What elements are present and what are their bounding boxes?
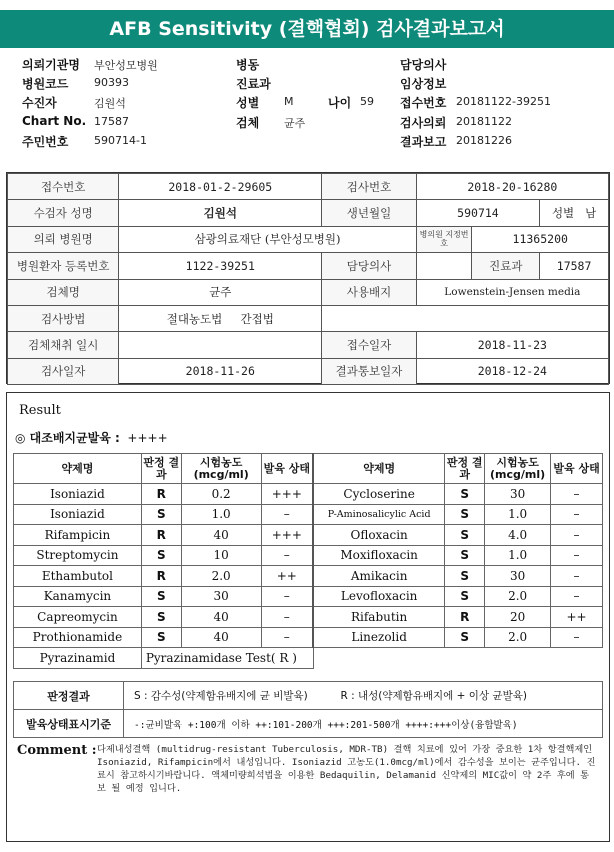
judge-result: R bbox=[445, 607, 485, 628]
form-sex-cell bbox=[540, 200, 609, 226]
drug-name: Linezolid bbox=[313, 627, 445, 648]
test-conc: 40 bbox=[181, 607, 261, 628]
form-value: 절대농도법 bbox=[166, 311, 223, 326]
growth-status: – bbox=[551, 545, 603, 566]
form-label: 검사방법 bbox=[8, 305, 119, 331]
header-drug: 약제명 bbox=[14, 454, 142, 484]
form-label: 병의원 지정번호 bbox=[416, 226, 472, 252]
specimen-value: 균주 bbox=[284, 117, 306, 130]
judge-result: S bbox=[141, 545, 181, 566]
form-value: 590714 bbox=[416, 200, 539, 226]
judge-result: R bbox=[141, 566, 181, 587]
test-conc: 40 bbox=[181, 627, 261, 648]
form-value: 간접법 bbox=[240, 311, 274, 326]
dept-label: 진료과 bbox=[236, 77, 271, 91]
form-label: 생년월일 bbox=[322, 200, 416, 226]
patient-info bbox=[22, 56, 602, 152]
institution-label: 의뢰기관명 bbox=[22, 58, 80, 72]
growth-status: ++ bbox=[261, 566, 313, 587]
growth-status: – bbox=[551, 586, 603, 607]
id-label: 주민번호 bbox=[22, 135, 69, 149]
sex-label: 성별 bbox=[236, 96, 260, 110]
result-section bbox=[6, 392, 610, 842]
patient-value: 김원석 bbox=[94, 97, 126, 110]
form-label: 수검자 성명 bbox=[8, 200, 119, 226]
form-label: 담당의사 bbox=[322, 253, 416, 279]
test-conc: 4.0 bbox=[485, 525, 551, 546]
form-label: 성별 bbox=[551, 206, 575, 221]
form-value: 2018-11-23 bbox=[416, 332, 608, 358]
test-conc: 1.0 bbox=[485, 504, 551, 525]
form-label: 의뢰 병원명 bbox=[8, 226, 119, 252]
judge-result: S bbox=[445, 627, 485, 648]
comment-label: Comment : bbox=[17, 743, 97, 758]
form-value: 남 bbox=[585, 206, 597, 221]
drug-name: Ofloxacin bbox=[313, 525, 445, 546]
growth-status: – bbox=[551, 484, 603, 505]
legend-growth-label: 발육상태표시기준 bbox=[14, 710, 124, 738]
drug-name: Prothionamide bbox=[14, 627, 142, 648]
judge-result: S bbox=[141, 607, 181, 628]
legend-r: R : 내성(약제함유배지에 + 이상 균발육) bbox=[340, 690, 527, 702]
institution-value: 부안성모병원 bbox=[94, 59, 158, 72]
test-conc: 20 bbox=[485, 607, 551, 628]
test-conc: 0.2 bbox=[181, 484, 261, 505]
control-label: ◎ 대조배지균발육 : bbox=[15, 431, 120, 445]
form-method-cell bbox=[119, 305, 322, 331]
growth-status: – bbox=[261, 504, 313, 525]
chart-label: Chart No. bbox=[22, 114, 87, 128]
test-conc: 2.0 bbox=[485, 586, 551, 607]
form-value: 삼광의료재단 (부안성모병원) bbox=[119, 226, 416, 252]
form-label: 검사일자 bbox=[8, 358, 119, 384]
judge-result: S bbox=[445, 504, 485, 525]
header-growth: 발육 상태 bbox=[551, 454, 603, 484]
code-label: 병원코드 bbox=[22, 77, 69, 91]
legend-judge-label: 판정결과 bbox=[14, 682, 124, 710]
header-conc: 시험농도 (mcg/ml) bbox=[181, 454, 261, 484]
test-conc: 2.0 bbox=[485, 627, 551, 648]
test-conc: 40 bbox=[181, 525, 261, 546]
form-value: 김원석 bbox=[119, 200, 322, 226]
form-label: 검체명 bbox=[8, 279, 119, 305]
form-value bbox=[416, 253, 472, 279]
patient-label: 수진자 bbox=[22, 96, 57, 110]
judge-result: R bbox=[141, 525, 181, 546]
test-conc: 2.0 bbox=[181, 566, 261, 587]
table-row bbox=[14, 586, 603, 607]
drug-name: Isoniazid bbox=[14, 484, 142, 505]
drug-name: Amikacin bbox=[313, 566, 445, 587]
test-conc: 10 bbox=[181, 545, 261, 566]
sex-value: M bbox=[284, 95, 294, 108]
form-label: 접수일자 bbox=[322, 332, 416, 358]
drug-name: Moxifloxacin bbox=[313, 545, 445, 566]
judge-result: S bbox=[445, 566, 485, 587]
test-conc: 30 bbox=[485, 484, 551, 505]
legend-s: S : 감수성(약제함유배지에 균 비발육) bbox=[134, 690, 308, 702]
clinical-label: 임상정보 bbox=[400, 77, 447, 91]
judge-result: S bbox=[445, 586, 485, 607]
code-value: 90393 bbox=[94, 76, 129, 89]
form-label: 접수번호 bbox=[8, 174, 119, 200]
legend-table bbox=[13, 681, 603, 738]
table-row bbox=[14, 627, 603, 648]
judge-result: S bbox=[141, 627, 181, 648]
report-value: 20181226 bbox=[456, 134, 512, 147]
growth-status: – bbox=[551, 525, 603, 546]
header-judge: 판정 결과 bbox=[445, 454, 485, 484]
table-row bbox=[14, 484, 603, 505]
drug-name: Ethambutol bbox=[14, 566, 142, 587]
table-row bbox=[14, 566, 603, 587]
result-title: Result bbox=[19, 403, 61, 418]
request-label: 검사의뢰 bbox=[400, 116, 447, 130]
pza-result: Pyrazinamidase Test( R ) bbox=[141, 648, 313, 669]
drug-name: Cycloserine bbox=[313, 484, 445, 505]
form-value: 2018-12-24 bbox=[416, 358, 608, 384]
doctor-label: 담당의사 bbox=[400, 58, 447, 72]
drug-name: Isoniazid bbox=[14, 504, 142, 525]
judge-result: S bbox=[141, 504, 181, 525]
receipt-label: 접수번호 bbox=[400, 96, 447, 110]
growth-status: +++ bbox=[261, 525, 313, 546]
form-label: 병원환자 등록번호 bbox=[8, 253, 119, 279]
form-label: 검사번호 bbox=[322, 174, 416, 200]
drug-name: P-Aminosalicylic Acid bbox=[313, 504, 445, 525]
header-growth: 발육 상태 bbox=[261, 454, 313, 484]
request-form bbox=[6, 172, 610, 384]
form-label: 진료과 bbox=[472, 253, 540, 279]
pza-empty bbox=[313, 648, 603, 669]
request-value: 20181122 bbox=[456, 115, 512, 128]
form-label: 사용배지 bbox=[322, 279, 416, 305]
table-row bbox=[14, 607, 603, 628]
form-value: 2018-20-16280 bbox=[416, 174, 608, 200]
id-value: 590714-1 bbox=[94, 134, 147, 147]
specimen-label: 검체 bbox=[236, 116, 260, 130]
header-judge: 판정 결과 bbox=[141, 454, 181, 484]
test-conc: 30 bbox=[181, 586, 261, 607]
test-conc: 30 bbox=[485, 566, 551, 587]
susceptibility-table bbox=[13, 453, 603, 669]
growth-status: – bbox=[551, 504, 603, 525]
comment-text: 다제내성결핵 (multidrug-resistant Tuberculosis, MDR-TB) 결핵 치료에 있어 가장 중요한 1차 항결핵제인 Isoniazid, Rifampicin에서 내성입니다. Isoniazid 고농도(1.0mcg/ml)에서 감수성을 보이는 균주입니다. 진료시 참고하시기바랍니다. 액체미량희석법을 이용한 Bedaquilin, Delamanid 신약제의 MIC값이 약 2주 후에 통보 될 예정 입니다. bbox=[97, 744, 596, 794]
judge-result: S bbox=[445, 484, 485, 505]
form-value: 11365200 bbox=[472, 226, 609, 252]
chart-value: 17587 bbox=[94, 115, 129, 128]
table-row bbox=[14, 525, 603, 546]
control-value: ++++ bbox=[127, 431, 168, 445]
form-label: 결과통보일자 bbox=[322, 358, 416, 384]
age-value: 59 bbox=[360, 95, 374, 108]
judge-result: R bbox=[141, 484, 181, 505]
growth-status: – bbox=[261, 586, 313, 607]
report-title: AFB Sensitivity (결핵협회) 검사결과보고서 bbox=[0, 10, 614, 48]
drug-name: Capreomycin bbox=[14, 607, 142, 628]
growth-status: – bbox=[261, 607, 313, 628]
form-value: 균주 bbox=[119, 279, 322, 305]
legend-judge bbox=[124, 682, 603, 710]
receipt-value: 20181122-39251 bbox=[456, 95, 551, 108]
form-value bbox=[119, 332, 322, 358]
judge-result: S bbox=[445, 545, 485, 566]
header-drug: 약제명 bbox=[313, 454, 445, 484]
table-row bbox=[14, 545, 603, 566]
drug-name: Kanamycin bbox=[14, 586, 142, 607]
drug-name: Levofloxacin bbox=[313, 586, 445, 607]
form-empty-cell bbox=[322, 305, 609, 331]
report-label: 결과보고 bbox=[400, 135, 447, 149]
growth-status: – bbox=[261, 545, 313, 566]
form-value: 1122-39251 bbox=[119, 253, 322, 279]
drug-name: Streptomycin bbox=[14, 545, 142, 566]
test-conc: 1.0 bbox=[181, 504, 261, 525]
form-value: Lowenstein-Jensen media bbox=[416, 279, 608, 305]
ward-label: 병동 bbox=[236, 58, 260, 72]
drug-name: Rifampicin bbox=[14, 525, 142, 546]
growth-status: – bbox=[551, 566, 603, 587]
header-conc: 시험농도 (mcg/ml) bbox=[485, 454, 551, 484]
table-row bbox=[14, 504, 603, 525]
test-conc: 1.0 bbox=[485, 545, 551, 566]
judge-result: S bbox=[445, 525, 485, 546]
legend-growth: -:균비발육 +:100개 이하 ++:101-200개 +++:201-500개 ++++:+++이상(융합발육) bbox=[124, 710, 603, 738]
form-value: 17587 bbox=[540, 253, 609, 279]
pza-drug: Pyrazinamid bbox=[14, 648, 142, 669]
drug-name: Rifabutin bbox=[313, 607, 445, 628]
growth-status: ++ bbox=[551, 607, 603, 628]
age-label: 나이 bbox=[328, 96, 352, 110]
judge-result: S bbox=[141, 586, 181, 607]
growth-status: – bbox=[551, 627, 603, 648]
growth-status: +++ bbox=[261, 484, 313, 505]
form-value: 2018-01-2-29605 bbox=[119, 174, 322, 200]
control-growth bbox=[15, 429, 168, 446]
form-label: 검체채취 일시 bbox=[8, 332, 119, 358]
growth-status: – bbox=[261, 627, 313, 648]
form-value: 2018-11-26 bbox=[119, 358, 322, 384]
